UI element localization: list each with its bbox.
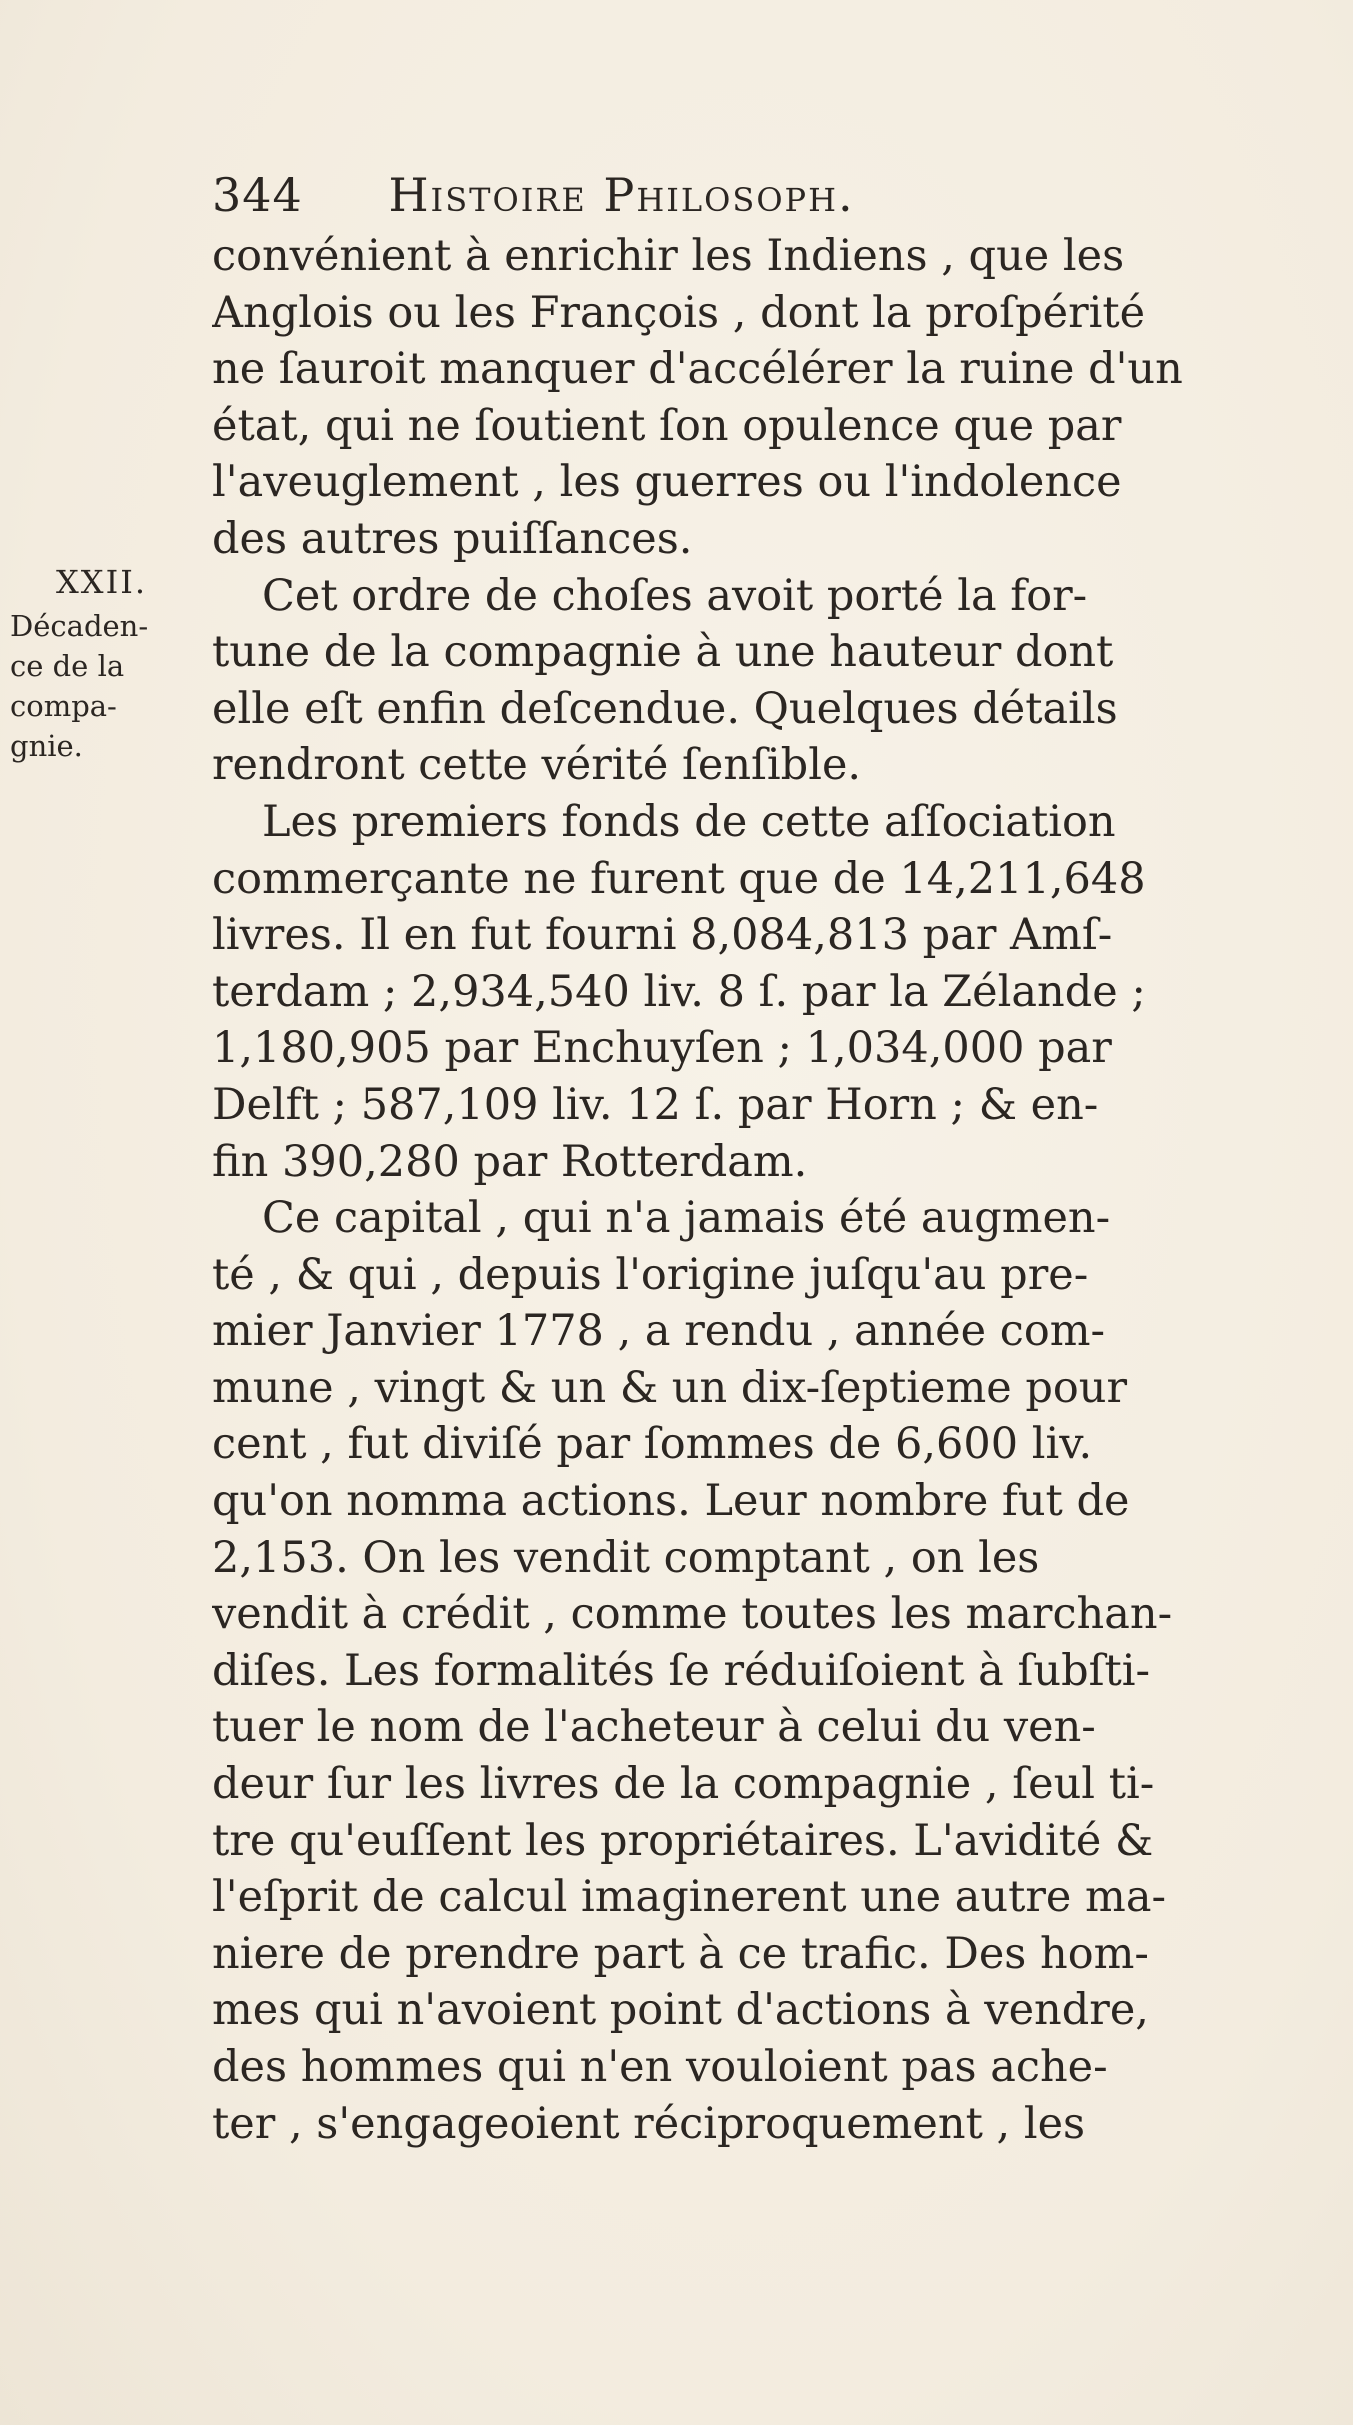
margin-chapter-number: XXII.	[56, 563, 148, 601]
text-line: mes qui n'avoient point d'actions à vendre,	[212, 1985, 1149, 2036]
text-line: Anglois ou les François , dont la proſpérité	[212, 287, 1146, 338]
text-line: mune , vingt & un & un dix-ſeptieme pour	[212, 1362, 1128, 1413]
running-title: Histoire Philosoph.	[388, 168, 855, 222]
text-line: état, qui ne ſoutient ſon opulence que par	[212, 400, 1122, 451]
text-line: tune de la compagnie à une hauteur dont	[212, 627, 1114, 678]
text-line: convénient à enrichir les Indiens , que les	[212, 231, 1125, 281]
text-line: elle eſt enfin deſcendue. Quelques détails	[212, 683, 1118, 734]
text-line: ne ſauroit manquer d'accélérer la ruine d'un	[212, 344, 1183, 395]
text-line: cent , fut diviſé par ſommes de 6,600 liv.	[212, 1419, 1093, 1470]
margin-note-line: Décaden-	[10, 609, 149, 643]
text-line: des autres puiſſances.	[212, 513, 693, 564]
text-line: mier Janvier 1778 , a rendu , année com-	[212, 1306, 1106, 1357]
text-line: Les premiers fonds de cette aſſociation	[262, 796, 1116, 847]
text-line: Cet ordre de choſes avoit porté la for-	[262, 570, 1088, 621]
text-line: l'eſprit de calcul imaginerent une autre ma-	[212, 1872, 1166, 1923]
text-line: tre qu'euſſent les propriétaires. L'avidité &	[212, 1815, 1154, 1866]
text-line: vendit à crédit , comme toutes les marchan-	[212, 1589, 1173, 1640]
margin-note-line: compa-	[10, 689, 117, 723]
body-text	[212, 228, 1262, 2152]
text-line: des hommes qui n'en vouloient pas ache-	[212, 2042, 1108, 2092]
text-line: Ce capital , qui n'a jamais été augmen-	[262, 1193, 1111, 1244]
text-line: rendront cette vérité ſenſible.	[212, 740, 862, 791]
text-line: niere de prendre part à ce trafic. Des hom-	[212, 1928, 1149, 1979]
text-line: deur ſur les livres de la compagnie , ſeul ti-	[212, 1759, 1155, 1810]
text-line: 2,153. On les vendit comptant , on les	[212, 1532, 1040, 1583]
text-line: fin 390,280 par Rotterdam.	[212, 1136, 808, 1187]
text-line: qu'on nomma actions. Leur nombre fut de	[212, 1476, 1130, 1527]
text-line: livres. Il en fut fourni 8,084,813 par Amſ-	[212, 910, 1113, 961]
text-line: 1,180,905 par Enchuyſen ; 1,034,000 par	[212, 1023, 1112, 1074]
text-line: té , & qui , depuis l'origine juſqu'au pre-	[212, 1249, 1089, 1300]
text-line: tuer le nom de l'acheteur à celui du ven-	[212, 1702, 1096, 1753]
text-line: diſes. Les formalités ſe réduiſoient à ſubſti-	[212, 1645, 1151, 1696]
margin-note-line: ce de la	[10, 649, 125, 683]
page-header	[212, 160, 1212, 230]
page-number: 344	[212, 168, 303, 222]
margin-note	[10, 562, 220, 766]
text-line: commerçante ne furent que de 14,211,648	[212, 853, 1146, 904]
margin-note-line: gnie.	[10, 729, 83, 763]
text-line: Delft ; 587,109 liv. 12 ſ. par Horn ; & en-	[212, 1079, 1099, 1130]
text-line: l'aveuglement , les guerres ou l'indolence	[212, 457, 1122, 508]
text-line: terdam ; 2,934,540 liv. 8 ſ. par la Zélande ;	[212, 966, 1146, 1017]
text-line: ter , s'engageoient réciproquement , les	[212, 2098, 1086, 2149]
